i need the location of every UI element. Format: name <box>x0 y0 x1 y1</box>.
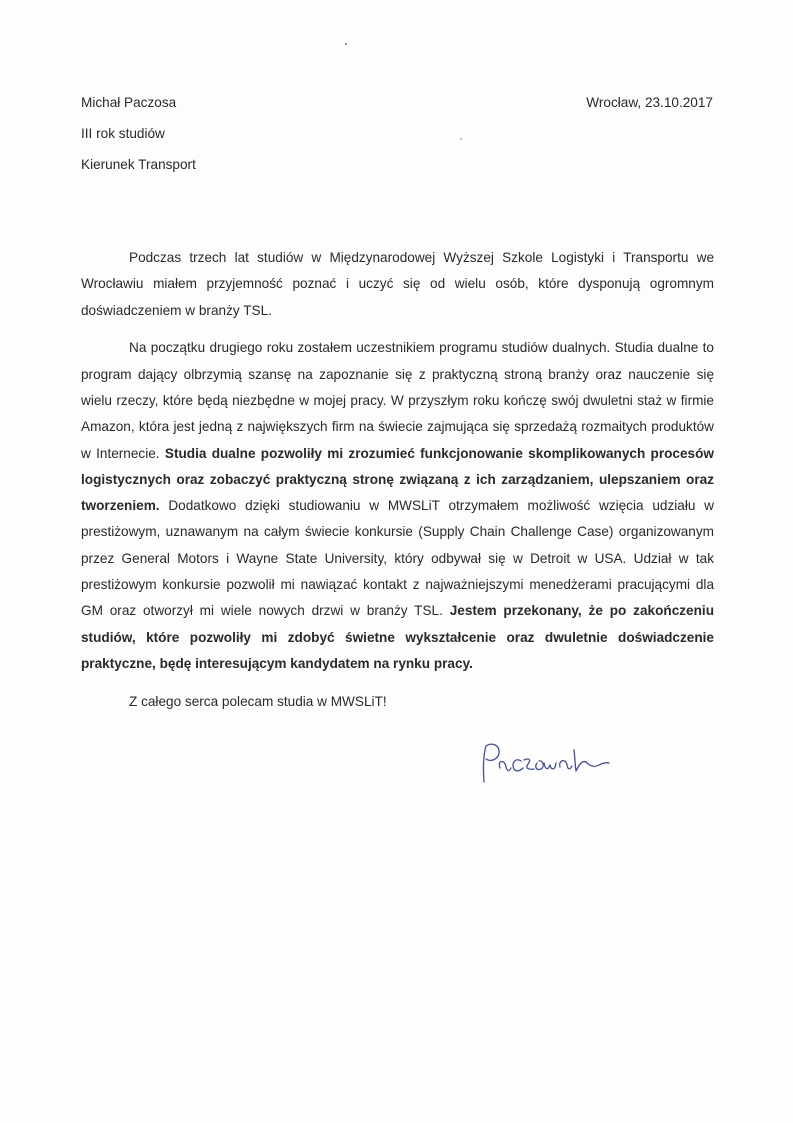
paragraph-text: Dodatkowo dzięki studiowaniu w MWSLiT otrzymałem możliwość wzięcia udziału w prestiżowym, uznawanym na całym świecie konkursie (Supply Chain Challenge Case) organizowanym przez General Motors i Wayne State University, który odbywał się w Detroit w USA. Udział w tak prestiżowym konkursie pozwolił mi nawiązać kontakt z najważniejszymi menedżerami pracującymi dla GM oraz otworzył mi wiele nowych drzwi w branży TSL. <box>81 498 714 619</box>
scan-speck <box>460 138 462 140</box>
sender-field: Kierunek Transport <box>81 157 196 172</box>
signature-strokes <box>483 744 609 782</box>
emphasized-text: Studia dualne pozwoliły mi zrozumieć funkcjonowanie skomplikowanych procesów logistycznych oraz zobaczyć praktyczną stronę związaną z ich zarządzaniem, ulepszaniem oraz tworzeniem. <box>81 445 714 514</box>
paragraph-text: Podczas trzech lat studiów w Międzynarodowej Wyższej Szkole Logistyki i Transportu we Wrocławiu miałem przyjemność poznać i uczyć się od wielu osób, które dysponują ogromnym doświadczeniem w branży TSL. <box>81 250 714 318</box>
letter-body <box>81 245 714 727</box>
paragraph-text: Na początku drugiego roku zostałem uczestnikiem programu studiów dualnych. Studia dualne to program dający olbrzymią szansę na zapoznanie się z praktyczną stroną branży oraz nauczenie się wielu rzeczy, które będą niezbędne w mojej pracy. W przyszłym roku kończę swój dwuletni staż w firmie Amazon, która jest jedną z największych firm na świecie zajmująca się sprzedażą rozmaitych produktów w Internecie. <box>81 340 714 461</box>
sender-name: Michał Paczosa <box>81 95 177 110</box>
closing-text: Z całego serca polecam studia w MWSLiT! <box>129 693 387 709</box>
place-and-date: Wrocław, 23.10.2017 <box>586 95 713 110</box>
scan-speck <box>345 43 347 45</box>
sender-year: III rok studiów <box>81 126 165 141</box>
body-paragraph <box>81 335 714 677</box>
closing-paragraph <box>81 689 714 715</box>
emphasized-text: Jestem przekonany, że po zakończeniu studiów, które pozwoliły mi zdobyć świetne wykształcenie oraz dwuletnie doświadczenie praktyczne, będę interesującym kandydatem na rynku pracy. <box>81 603 714 671</box>
body-paragraph <box>81 245 714 324</box>
handwritten-signature <box>478 738 613 786</box>
